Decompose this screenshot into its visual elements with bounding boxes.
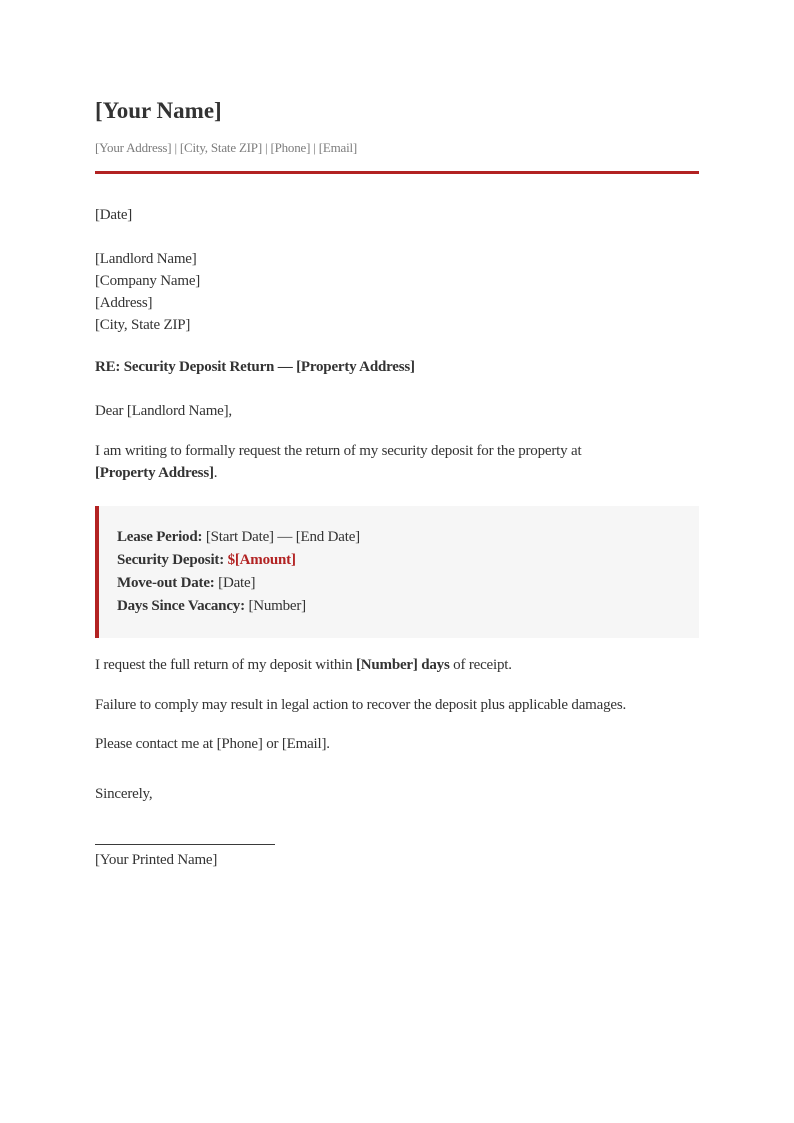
intro-property-address: [Property Address] bbox=[95, 465, 214, 481]
subject-line: RE: Security Deposit Return — [Property Address] bbox=[95, 359, 415, 375]
letter-header bbox=[95, 97, 699, 174]
request-deadline: [Number] days bbox=[355, 657, 450, 673]
request-paragraph bbox=[95, 654, 699, 676]
security-deposit-value: $[Amount] bbox=[227, 552, 296, 568]
recipient-street: [Address] bbox=[95, 295, 153, 311]
recipient-name: [Landlord Name] bbox=[95, 251, 197, 267]
request-prefix: I request the full return of my deposit within bbox=[95, 657, 356, 673]
letter-body bbox=[95, 204, 699, 871]
closing: Sincerely, bbox=[95, 786, 153, 802]
security-deposit-label: Security Deposit: bbox=[117, 552, 224, 568]
sender-contact-line: [Your Address] | [City, State ZIP] | [Phone] | [Email] bbox=[95, 140, 358, 155]
header-divider-rule bbox=[95, 171, 699, 174]
days-since-vacancy-value: [Number] bbox=[248, 598, 306, 614]
lease-period-value: [Start Date] — [End Date] bbox=[205, 529, 360, 545]
letter-date: [Date] bbox=[95, 207, 133, 223]
warning-paragraph: Failure to comply may result in legal action to recover the deposit plus applicable damages. bbox=[95, 697, 627, 713]
detail-row-move-out-date bbox=[117, 572, 679, 595]
detail-row-security-deposit bbox=[117, 549, 679, 572]
contact-paragraph: Please contact me at [Phone] or [Email]. bbox=[95, 736, 330, 752]
detail-row-days-since-vacancy bbox=[117, 595, 679, 618]
recipient-address-block bbox=[95, 248, 699, 336]
signature-line bbox=[95, 844, 275, 845]
days-since-vacancy-label: Days Since Vacancy: bbox=[117, 598, 245, 614]
intro-paragraph bbox=[95, 440, 699, 484]
recipient-company: [Company Name] bbox=[95, 273, 201, 289]
move-out-date-value: [Date] bbox=[218, 575, 256, 591]
request-suffix: of receipt. bbox=[449, 657, 512, 673]
detail-row-lease-period bbox=[117, 526, 679, 549]
printed-name: [Your Printed Name] bbox=[95, 852, 218, 868]
deposit-details-box bbox=[95, 506, 699, 638]
lease-period-label: Lease Period: bbox=[117, 529, 203, 545]
intro-text: I am writing to formally request the return of my security deposit for the property at bbox=[95, 443, 582, 459]
move-out-date-label: Move-out Date: bbox=[117, 575, 215, 591]
intro-suffix: . bbox=[213, 465, 218, 481]
sender-name: [Your Name] bbox=[95, 98, 222, 123]
recipient-city-state-zip: [City, State ZIP] bbox=[95, 317, 191, 333]
salutation: Dear [Landlord Name], bbox=[95, 403, 232, 419]
